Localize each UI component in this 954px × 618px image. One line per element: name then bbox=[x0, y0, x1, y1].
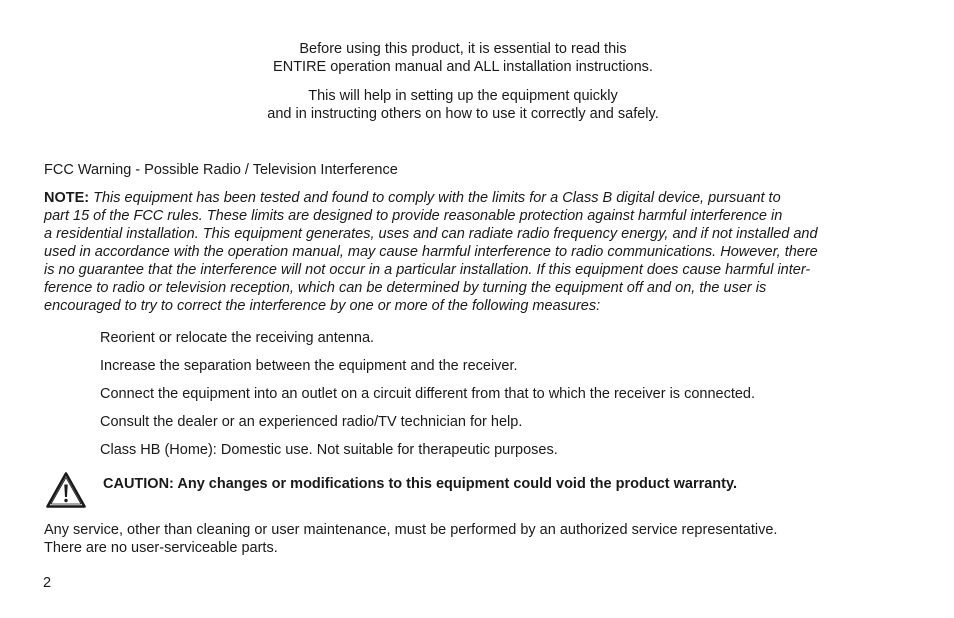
note-label: NOTE: bbox=[44, 190, 90, 206]
note-line: is no guarantee that the interference will not occur in a particular installation. If this equipment does cause harmful inter- bbox=[44, 262, 811, 278]
intro-paragraph-setup bbox=[0, 87, 926, 123]
service-line: Any service, other than cleaning or user maintenance, must be performed by an authorized service representative. bbox=[44, 522, 778, 538]
list-item: Reorient or relocate the receiving antenna. bbox=[100, 330, 375, 346]
note-line: used in accordance with the operation manual, may cause harmful interference to radio communications. However, there bbox=[44, 244, 818, 260]
warning-triangle-icon bbox=[45, 471, 87, 509]
fcc-note-paragraph bbox=[44, 189, 904, 315]
service-line: There are no user-serviceable parts. bbox=[44, 540, 278, 556]
note-line: part 15 of the FCC rules. These limits are designed to provide reasonable protection against harmful interference in bbox=[44, 208, 783, 224]
list-item: Increase the separation between the equipment and the receiver. bbox=[100, 358, 518, 374]
page-number: 2 bbox=[43, 575, 52, 591]
service-paragraph bbox=[44, 521, 777, 557]
list-item: Class HB (Home): Domestic use. Not suitable for therapeutic purposes. bbox=[100, 442, 558, 458]
caution-warranty-statement: CAUTION: Any changes or modifications to this equipment could void the product warranty. bbox=[103, 476, 738, 492]
note-line: ference to radio or television reception, which can be determined by turning the equipment off and on, the user is bbox=[44, 280, 767, 296]
list-item: Consult the dealer or an experienced radio/TV technician for help. bbox=[100, 414, 523, 430]
intro-line: and in instructing others on how to use it correctly and safely. bbox=[267, 106, 659, 122]
list-item: Connect the equipment into an outlet on a circuit different from that to which the receiver is connected. bbox=[100, 386, 756, 402]
intro-line: This will help in setting up the equipment quickly bbox=[308, 88, 618, 104]
note-line: a residential installation. This equipment generates, uses and can radiate radio frequency energy, and if not installed and bbox=[44, 226, 818, 242]
fcc-warning-heading: FCC Warning - Possible Radio / Television Interference bbox=[44, 162, 398, 178]
intro-line: Before using this product, it is essential to read this bbox=[299, 41, 627, 57]
interference-measures-list bbox=[100, 329, 755, 469]
intro-line: ENTIRE operation manual and ALL installation instructions. bbox=[273, 59, 653, 75]
intro-paragraph-read-manual bbox=[0, 40, 926, 76]
note-text: This equipment has been tested and found to comply with the limits for a Class B digital device, pursuant to bbox=[93, 190, 781, 206]
note-line bbox=[44, 189, 904, 207]
note-line: encouraged to try to correct the interference by one or more of the following measures: bbox=[44, 298, 601, 314]
